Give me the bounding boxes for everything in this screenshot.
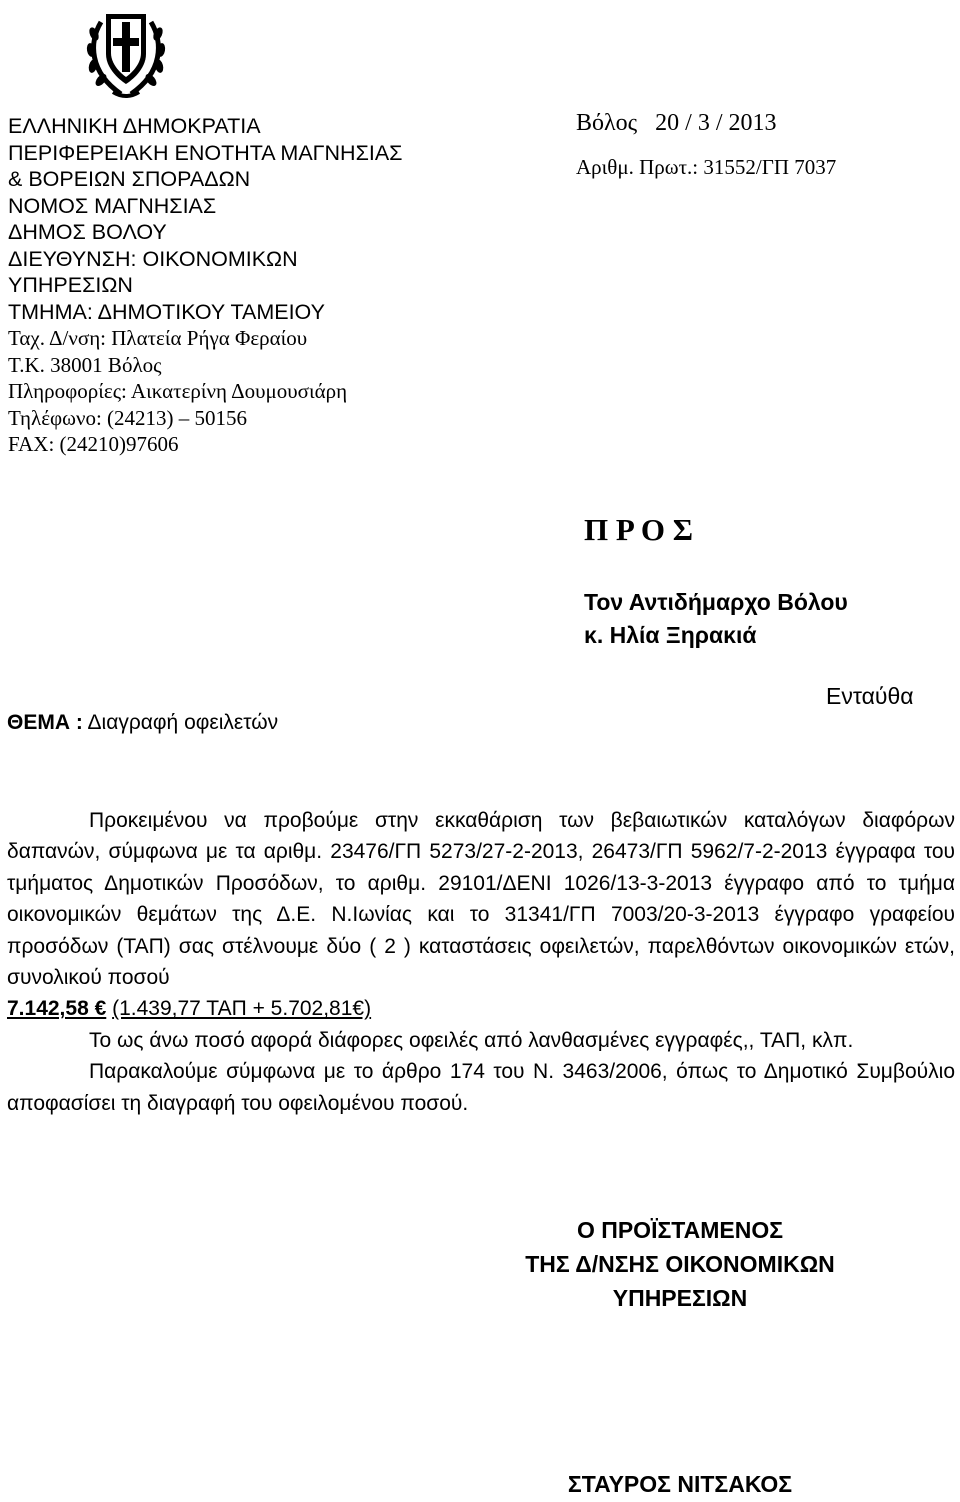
total-amount: 7.142,58 €: [7, 997, 107, 1021]
body-paragraph: Παρακαλούμε σύμφωνα με το άρθρο 174 του Ν. 3463/2006, όπως το Δημοτικό Συμβούλιο αποφασίσει τη διαγραφή του οφειλομένου ποσού.: [7, 1060, 955, 1115]
sender-line: ΥΠΗΡΕΣΙΩΝ: [8, 273, 133, 297]
subject-line: [7, 711, 278, 735]
recipient-name: κ. Ηλία Ξηρακιά: [584, 622, 757, 648]
recipient-title: Τον Αντιδήμαρχο Βόλου: [584, 589, 848, 615]
body-paragraph: Το ως άνω ποσό αφορά διάφορες οφειλές από λανθασμένες εγγραφές,, ΤΑΠ, κλπ.: [89, 1028, 854, 1052]
sender-line: ΕΛΛΗΝΙΚΗ ΔΗΜΟΚΡΑΤΙΑ: [8, 114, 261, 138]
body-paragraph: [7, 805, 955, 1025]
total-breakdown: (1.439,77 ΤΑΠ + 5.702,81€): [112, 997, 372, 1021]
signatory-name: [400, 1467, 960, 1501]
subject-label: ΘΕΜΑ :: [7, 711, 83, 734]
sender-line: ΝΟΜΟΣ ΜΑΓΝΗΣΙΑΣ: [8, 193, 217, 218]
sender-line: Τηλέφωνο: (24213) – 50156: [8, 405, 248, 430]
sender-line: Ταχ. Δ/νση: Πλατεία Ρήγα Φεραίου: [8, 326, 308, 350]
signatory-title: ΥΠΗΡΕΣΙΩΝ: [612, 1285, 748, 1311]
date-value: 20 / 3 / 2013: [655, 110, 777, 136]
sender-line: ΠΕΡΙΦΕΡΕΙΑΚΗ ΕΝΟΤΗΤΑ ΜΑΓΝΗΣΙΑΣ: [8, 140, 403, 165]
signatory-title: ΤΗΣ Δ/ΝΣΗΣ ΟΙΚΟΝΟΜΙΚΩΝ: [525, 1251, 835, 1277]
pros-heading: Π Ρ Ο Σ: [584, 512, 693, 547]
sender-line: Πληροφορίες: Αικατερίνη Δουμουσιάρη: [8, 379, 348, 403]
sender-line: ΔΙΕΥΘΥΝΣΗ: ΟΙΚΟΝΟΜΙΚΩΝ: [8, 246, 298, 271]
subject-text: Διαγραφή οφειλετών: [87, 711, 279, 734]
protocol-number: Αριθμ. Πρωτ.: 31552/ΓΠ 7037: [576, 155, 837, 179]
letter-body: [7, 805, 955, 1119]
location-note: Ενταύθα: [826, 683, 914, 709]
sender-line: FAX: (24210)97606: [8, 432, 179, 456]
signatory-title: Ο ΠΡΟΪΣΤΑΜΕΝΟΣ: [576, 1217, 784, 1243]
sender-line: ΔΗΜΟΣ ΒΟΛΟΥ: [8, 220, 167, 244]
date-place: Βόλος: [576, 110, 638, 136]
body-paragraph-text: Προκειμένου να προβούμε στην εκκαθάριση των βεβαιωτικών καταλόγων διαφόρων δαπανών, σύμφωνα με τα αριθμ. 23476/ΓΠ 5273/27-2-2013, 26473/ΓΠ 5962/7-2-2013 έγγραφα του τμήματος Δημοτικών Προσόδων, το αριθμ. 29101/ΔΕΝΙ 1026/13-3-2013 έγγραφο από το τμήμα οικονομικών θεμάτων της Δ.Ε. Ν.Ιωνίας και το 31341/ΓΠ 7003/20-3-2013 έγγραφο γραφείου προσόδων (ΤΑΠ) σας στέλνουμε δύο ( 2 ) καταστάσεις οφειλετών, παρελθόντων οικονομικών ετών, συνολικού ποσού: [7, 809, 955, 990]
sender-line: & ΒΟΡΕΙΩΝ ΣΠΟΡΑΔΩΝ: [8, 167, 251, 191]
signatory-name-text: ΣΤΑΥΡΟΣ ΝΙΤΣΑΚΟΣ: [567, 1471, 793, 1497]
sender-line: Τ.Κ. 38001 Βόλος: [8, 352, 162, 377]
recipient: [584, 586, 848, 652]
sender-line: ΤΜΗΜΑ: ΔΗΜΟΤΙΚΟΥ ΤΑΜΕΙΟΥ: [8, 299, 325, 324]
greek-coat-of-arms-icon: [81, 2, 171, 102]
document-date: [576, 110, 777, 137]
signature-block: [400, 1213, 960, 1315]
sender-header: [8, 113, 508, 458]
